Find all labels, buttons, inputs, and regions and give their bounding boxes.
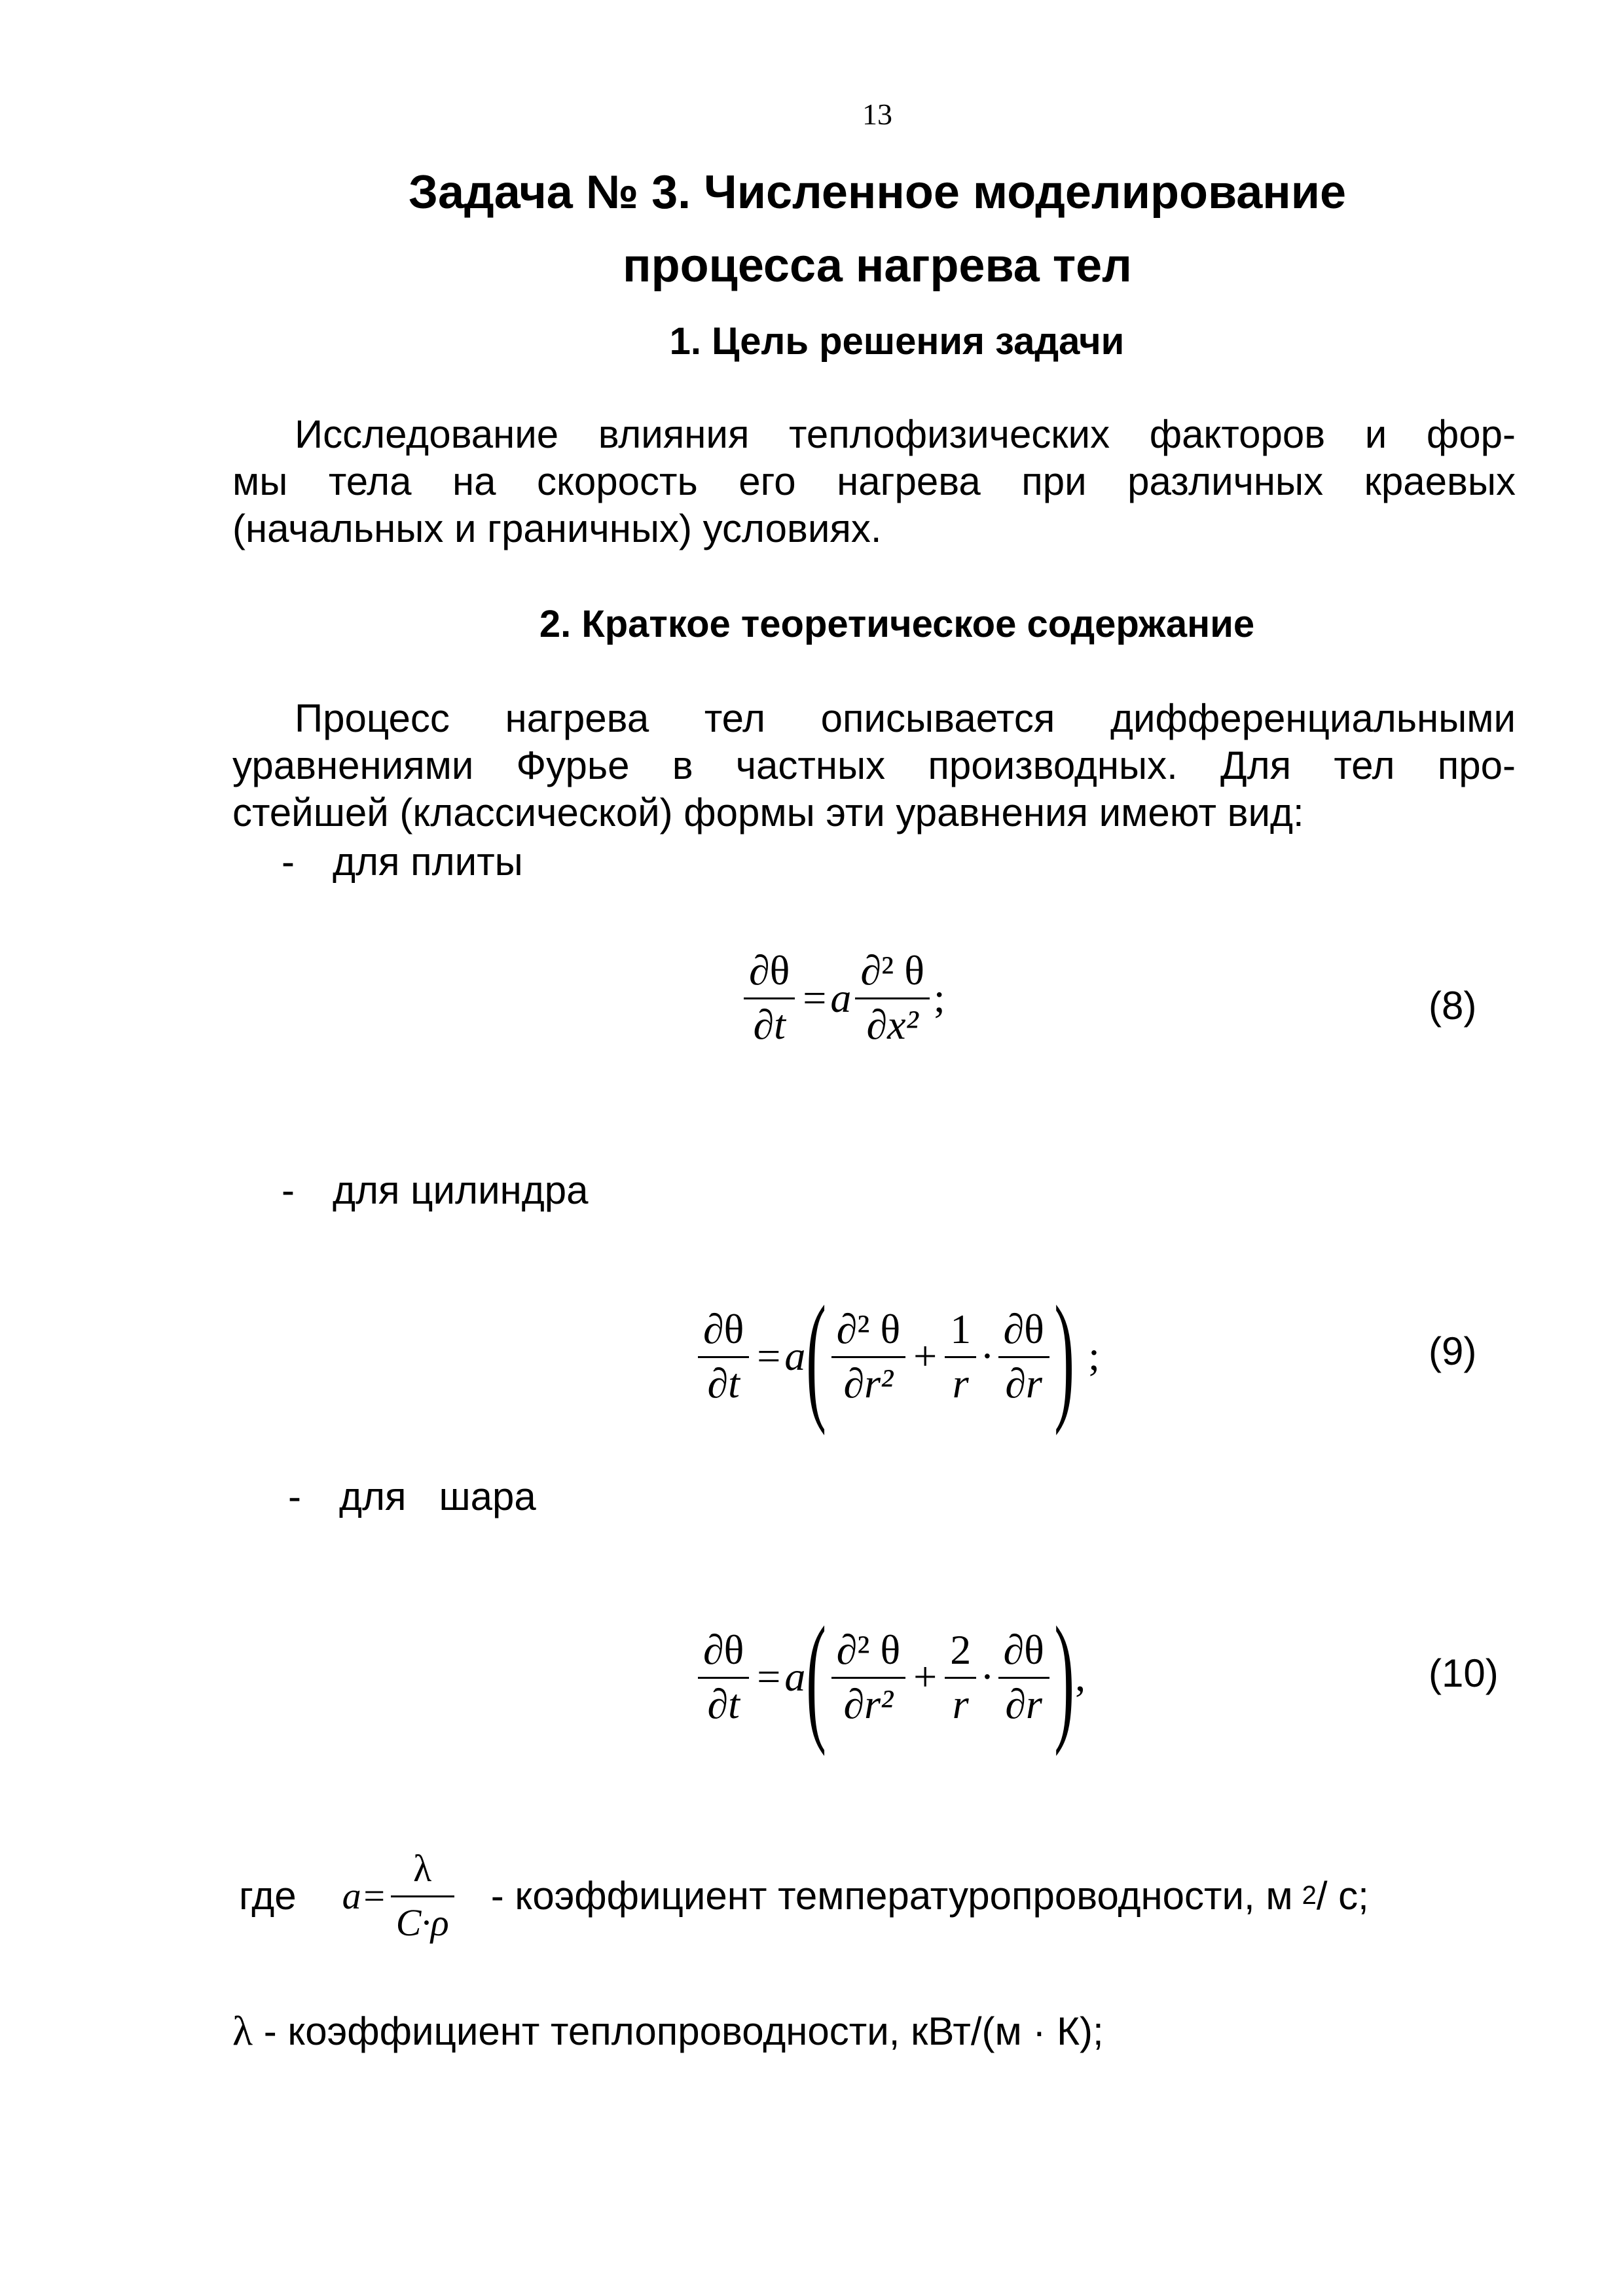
bullet-label: для шара — [339, 1475, 536, 1518]
numerator: ∂θ — [698, 1627, 749, 1679]
bullet-label: для плиты — [333, 840, 523, 884]
theory-paragraph — [232, 695, 1516, 836]
denominator: ∂r² — [843, 1680, 894, 1727]
terminator: , — [1075, 1653, 1086, 1700]
bullet-label: для цилиндра — [333, 1168, 589, 1212]
equals-sign: = — [757, 1333, 781, 1379]
definition-lambda — [232, 2007, 1104, 2055]
terminator: ; — [933, 974, 945, 1021]
right-paren: ) — [1054, 1597, 1074, 1757]
fraction — [855, 948, 929, 1048]
denominator: ∂r² — [843, 1359, 894, 1407]
paragraph-line: Процесс нагрева тел описывается дифференциальными — [295, 696, 1516, 740]
numerator: ∂θ — [698, 1306, 749, 1358]
lambda-symbol: λ — [232, 2007, 253, 2054]
plus-sign: + — [913, 1653, 938, 1700]
page-number: 13 — [862, 98, 892, 131]
fraction — [698, 1306, 749, 1407]
equals-sign: = — [757, 1653, 781, 1700]
where-label: где — [239, 1874, 297, 1918]
fraction — [831, 1306, 905, 1407]
title-line-1: Задача № 3. Численное моделирование — [408, 166, 1347, 219]
coefficient: a — [784, 1333, 806, 1379]
equation-number-9: (9) — [1429, 1329, 1477, 1373]
dot-operator: · — [980, 1333, 994, 1379]
goal-paragraph — [232, 411, 1516, 552]
fraction — [998, 1627, 1049, 1727]
left-paren: ( — [806, 1276, 827, 1436]
equation-9 — [694, 1276, 1100, 1436]
denominator: ∂t — [707, 1680, 740, 1727]
bullet-dash: - — [282, 840, 295, 884]
fraction — [945, 1306, 976, 1407]
section-heading-theory: 2. Краткое теоретическое содержание — [539, 603, 1255, 645]
right-paren: ) — [1054, 1276, 1074, 1436]
bullet-plate — [282, 839, 523, 884]
paragraph-line: (начальных и граничных) условиях. — [232, 507, 882, 550]
numerator: ∂θ — [744, 948, 795, 999]
unit-superscript: 2 — [1302, 1881, 1317, 1910]
denominator: r — [952, 1359, 969, 1407]
fraction — [998, 1306, 1049, 1407]
equation-8 — [740, 948, 945, 1048]
equation-number-10: (10) — [1429, 1651, 1499, 1695]
fraction — [391, 1846, 454, 1946]
a-lhs: a= — [342, 1874, 387, 1917]
numerator: 1 — [945, 1306, 976, 1358]
coefficient: a — [784, 1653, 806, 1700]
fraction — [831, 1627, 905, 1727]
denominator: ∂t — [753, 1001, 786, 1048]
lambda-description: - коэффициент теплопроводности, кВт/(м · К); — [253, 2009, 1104, 2053]
numerator: 2 — [945, 1627, 976, 1679]
dot-operator: · — [980, 1653, 994, 1700]
paragraph-line: Исследование влияния теплофизических факторов и фор- — [295, 412, 1516, 456]
fraction — [945, 1627, 976, 1727]
denominator: ∂x² — [866, 1001, 919, 1048]
numerator: ∂² θ — [831, 1306, 905, 1358]
coefficient: a — [830, 974, 852, 1021]
equation-10 — [694, 1597, 1086, 1757]
equation-number-8: (8) — [1429, 984, 1477, 1028]
bullet-dash: - — [282, 1168, 295, 1212]
section-heading-goal: 1. Цель решения задачи — [669, 320, 1125, 363]
title-line-2: процесса нагрева тел — [623, 240, 1132, 292]
numerator: ∂θ — [998, 1306, 1049, 1358]
denominator: r — [952, 1680, 969, 1727]
numerator: ∂² θ — [831, 1627, 905, 1679]
denominator: ∂r — [1005, 1680, 1042, 1727]
equals-sign: = — [803, 974, 827, 1021]
bullet-dash: - — [288, 1475, 301, 1518]
unit-tail: / с; — [1316, 1874, 1369, 1918]
page-title — [0, 156, 1623, 302]
a-description: - коэффициент температуропроводности, м — [490, 1874, 1293, 1918]
bullet-sphere — [288, 1474, 536, 1519]
denominator: C·ρ — [395, 1901, 449, 1944]
terminator: ; — [1088, 1333, 1100, 1379]
definition-a — [239, 1846, 1369, 1946]
numerator: λ — [391, 1846, 454, 1897]
paragraph-line: мы тела на скорость его нагрева при различных краевых — [232, 459, 1516, 503]
numerator: ∂² θ — [855, 948, 929, 999]
denominator: ∂t — [707, 1359, 740, 1407]
bullet-cylinder — [282, 1168, 588, 1213]
left-paren: ( — [806, 1597, 827, 1757]
paragraph-line: уравнениями Фурье в частных производных. Для тел про- — [232, 744, 1516, 787]
denominator: ∂r — [1005, 1359, 1042, 1407]
fraction — [744, 948, 795, 1048]
fraction — [698, 1627, 749, 1727]
numerator: ∂θ — [998, 1627, 1049, 1679]
paragraph-line: стейшей (классической) формы эти уравнения имеют вид: — [232, 791, 1304, 834]
plus-sign: + — [913, 1333, 938, 1379]
